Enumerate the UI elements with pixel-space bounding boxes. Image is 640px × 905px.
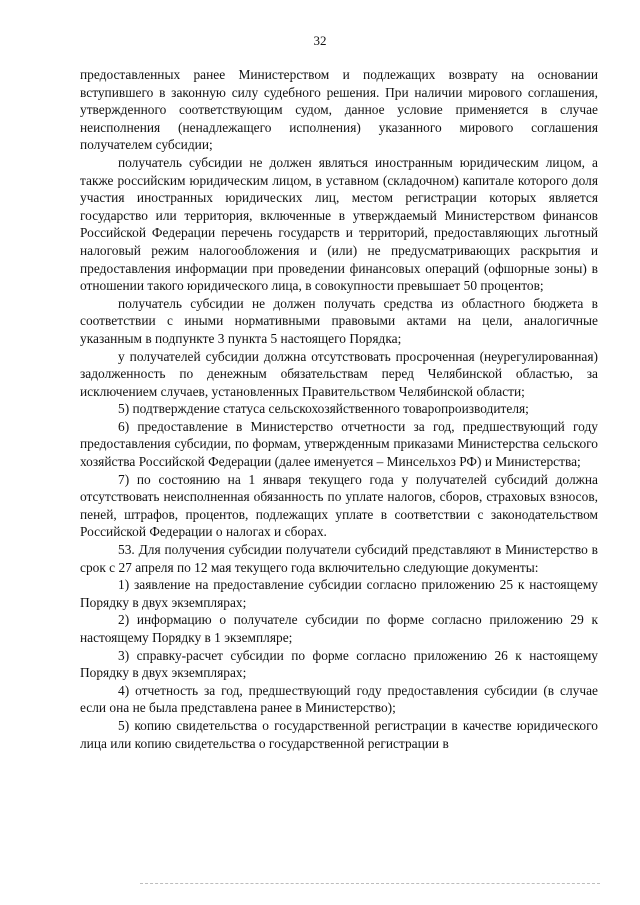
page-number: 32 — [313, 33, 327, 48]
paragraph-foreign-entity: получатель субсидии не должен являться иностранным юридическим лицом, а также российским юридическим лицом, в уставном (складочном) капитале которого доля участия иностранных юридических лиц, местом регистрации которых является государство или территория, включенные в утверждаемый Министерством финансов Российской Федерации перечень государств и территорий, предоставляющих льготный налоговый режим налогообложения и (или) не предусматривающих раскрытия и предоставления информации при проведении финансовых операций (офшорные зоны) в отношении такого юридического лица, в совокупности превышает 50 процентов; — [80, 154, 598, 294]
scan-artifact-line — [140, 883, 600, 884]
paragraph-doc-5-certificate: 5) копию свидетельства о государственной регистрации в качестве юридического лица или копию свидетельства о государственной регистрации в — [80, 717, 598, 751]
paragraph-doc-4-reporting: 4) отчетность за год, предшествующий году предоставления субсидии (в случае если она не была представлена ранее в Министерство); — [80, 682, 598, 716]
paragraph-item-5-status: 5) подтверждение статуса сельскохозяйственного товаропроизводителя; — [118, 401, 529, 417]
paragraph-item-7-taxes: 7) по состоянию на 1 января текущего года у получателей субсидий должна отсутствовать неисполненная обязанность по уплате налогов, сборов, страховых взносов, пеней, штрафов, процентов, подлежащих уплате в соответствии с законодательством Российской Федерации о налогах и сборах. — [80, 471, 598, 540]
paragraph-doc-2-information: 2) информацию о получателе субсидии по форме согласно приложению 29 к настоящему Порядку в 1 экземпляре; — [80, 612, 598, 645]
paragraph-court-decision: предоставленных ранее Министерством и подлежащих возврату на основании вступившего в законную силу судебного решения. При наличии мирового соглашения, утвержденного соответствующим судом, данное условие применяется в случае неисполнения (ненадлежащего исполнения) указанного мирового соглашения получателем субсидии; — [80, 67, 598, 153]
paragraph-regional-budget: получатель субсидии не должен получать средства из областного бюджета в соответствии с иными нормативными правовыми актами на цели, аналогичные указанным в подпункте 3 пункта 5 настоящего Порядка; — [80, 295, 598, 346]
paragraph-doc-3-calculation: 3) справку-расчет субсидии по форме согласно приложению 26 к настоящему Порядку в двух экземплярах; — [80, 647, 598, 681]
paragraph-overdue-debt: у получателей субсидии должна отсутствовать просроченная (неурегулированная) задолженность по денежным обязательствам перед Челябинской областью, за исключением случаев, установленных Правительством Челябинской области; — [80, 348, 598, 399]
document-body — [80, 66, 598, 752]
paragraph-doc-1-application: 1) заявление на предоставление субсидии согласно приложению 25 к настоящему Порядку в двух экземплярах; — [80, 577, 598, 610]
paragraph-section-53: 53. Для получения субсидии получатели субсидий представляют в Министерство в срок с 27 апреля по 12 мая текущего года включительно следующие документы: — [80, 542, 598, 575]
paragraph-item-6-reporting: 6) предоставление в Министерство отчетности за год, предшествующий году предоставления субсидии, по формам, утвержденным приказами Министерства сельского хозяйства Российской Федерации (далее именуется – Минсельхоз РФ) и Министерства; — [80, 418, 598, 470]
